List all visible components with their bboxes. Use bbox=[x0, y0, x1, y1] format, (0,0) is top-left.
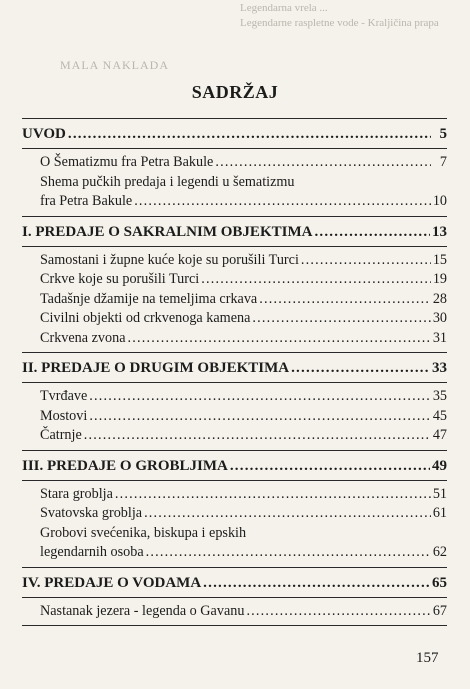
dot-leader bbox=[144, 504, 431, 524]
dot-leader bbox=[203, 575, 430, 592]
toc-entry bbox=[40, 270, 447, 290]
toc-entry bbox=[40, 153, 447, 173]
toc-entry bbox=[40, 602, 447, 622]
toc-entry-page: 47 bbox=[432, 427, 447, 443]
toc-entry bbox=[40, 309, 447, 329]
toc-entry-label: Stara groblja bbox=[40, 485, 113, 502]
dot-leader bbox=[84, 426, 431, 446]
toc-entry-label: Crkvena zvona bbox=[40, 329, 126, 346]
toc-entry-label: Nastanak jezera - legenda o Gavanu bbox=[40, 602, 245, 619]
toc-heading bbox=[22, 118, 447, 149]
toc-entry-label: Grobovi svećenika, biskupa i epskih bbox=[40, 524, 247, 541]
toc-heading-label: II. PREDAJE O DRUGIM OBJEKTIMA bbox=[22, 360, 290, 376]
toc-entry-page: 45 bbox=[432, 407, 447, 424]
toc-heading bbox=[22, 353, 447, 383]
toc-entry-page: 15 bbox=[432, 251, 447, 268]
dot-leader bbox=[89, 407, 431, 427]
toc-heading bbox=[22, 451, 447, 481]
toc-entry bbox=[40, 504, 447, 524]
dot-leader bbox=[89, 387, 431, 407]
toc-heading-page: 65 bbox=[432, 574, 447, 591]
dot-leader bbox=[246, 602, 430, 622]
dot-leader bbox=[115, 485, 431, 505]
toc-section-2 bbox=[22, 353, 447, 451]
toc-entry-label: fra Petra Bakule bbox=[40, 193, 133, 209]
dot-leader bbox=[301, 251, 431, 271]
toc-entry bbox=[40, 426, 447, 446]
toc-heading bbox=[22, 217, 447, 247]
toc-entry-label: Tvrđave bbox=[40, 388, 88, 404]
toc-entry-page: 28 bbox=[432, 290, 447, 307]
toc-entry-page: 62 bbox=[432, 544, 447, 560]
toc-entry bbox=[40, 407, 447, 427]
dot-leader bbox=[128, 329, 431, 349]
toc-entry-page: 19 bbox=[432, 271, 447, 287]
toc-heading-page: 13 bbox=[432, 223, 447, 240]
toc-entry-label: O Šematizmu fra Petra Bakule bbox=[40, 154, 214, 170]
page-title: SADRŽAJ bbox=[191, 82, 279, 102]
dot-leader bbox=[291, 360, 430, 377]
toc-entry bbox=[40, 251, 447, 271]
toc-section-1 bbox=[22, 217, 447, 354]
toc-entry-page: 35 bbox=[432, 388, 447, 404]
toc-section-3 bbox=[22, 451, 447, 568]
dot-leader bbox=[146, 543, 431, 563]
toc-entry-label: Čatrnje bbox=[40, 427, 82, 443]
dot-leader bbox=[252, 309, 430, 329]
dot-leader bbox=[201, 270, 431, 290]
toc-heading-page: 49 bbox=[432, 457, 447, 474]
toc-heading-label: UVOD bbox=[22, 126, 66, 142]
toc-entries bbox=[22, 247, 447, 353]
toc-entry-label: Shema pučkih predaja i legendi u šematizmu bbox=[40, 173, 295, 190]
toc-entry bbox=[40, 290, 447, 310]
toc-entry bbox=[40, 485, 447, 505]
toc-entry-label: Mostovi bbox=[40, 407, 88, 424]
toc-entry-page: 61 bbox=[432, 505, 447, 521]
toc-entry bbox=[40, 543, 447, 563]
toc-entry bbox=[40, 329, 447, 349]
table-of-contents bbox=[22, 118, 447, 626]
toc-entries bbox=[22, 383, 447, 450]
toc-entry bbox=[40, 387, 447, 407]
toc-entries bbox=[22, 149, 447, 216]
dot-leader bbox=[314, 224, 430, 241]
bleed-through-line: Legendarne raspletne vode - Kraljičina prapa bbox=[240, 17, 439, 29]
toc-heading-label: I. PREDAJE O SAKRALNIM OBJEKTIMA bbox=[22, 223, 313, 240]
toc-entry-label: Samostani i župne kuće koje su porušili Turci bbox=[40, 251, 299, 268]
bleed-through-line: Legendarna vrela ... bbox=[240, 2, 328, 14]
toc-entry-page: 30 bbox=[432, 310, 447, 326]
toc-entry-label: legendarnih osoba bbox=[40, 544, 144, 560]
toc-entry-label: Tadašnje džamije na temeljima crkava bbox=[40, 290, 258, 307]
toc-section-intro bbox=[22, 118, 447, 217]
dot-leader bbox=[68, 126, 431, 143]
toc-entries bbox=[22, 598, 447, 626]
toc-entry bbox=[40, 192, 447, 212]
toc-section-4 bbox=[22, 568, 447, 627]
toc-heading-page: 33 bbox=[432, 360, 447, 376]
page-number: 157 bbox=[416, 650, 439, 666]
dot-leader bbox=[230, 458, 430, 475]
toc-heading bbox=[22, 568, 447, 598]
toc-entry-page: 10 bbox=[432, 193, 447, 209]
toc-heading-page: 5 bbox=[439, 126, 447, 142]
dot-leader bbox=[134, 192, 431, 212]
toc-entry-label: Svatovska groblja bbox=[40, 505, 143, 521]
toc-entry-page: 7 bbox=[439, 154, 447, 170]
toc-entry-page: 51 bbox=[432, 485, 447, 502]
toc-entry-page: 67 bbox=[432, 602, 447, 619]
toc-entry-label: Civilni objekti od crkvenoga kamena bbox=[40, 310, 251, 326]
toc-entry-page: 31 bbox=[432, 329, 447, 346]
dot-leader bbox=[215, 153, 431, 173]
toc-entry-label: Crkve koje su porušili Turci bbox=[40, 271, 200, 287]
toc-entries bbox=[22, 481, 447, 567]
bleed-through-line: MALA NAKLADA bbox=[60, 58, 169, 72]
toc-heading-label: IV. PREDAJE O VODAMA bbox=[22, 574, 202, 591]
toc-heading-label: III. PREDAJE O GROBLJIMA bbox=[22, 457, 228, 474]
dot-leader bbox=[259, 290, 431, 310]
